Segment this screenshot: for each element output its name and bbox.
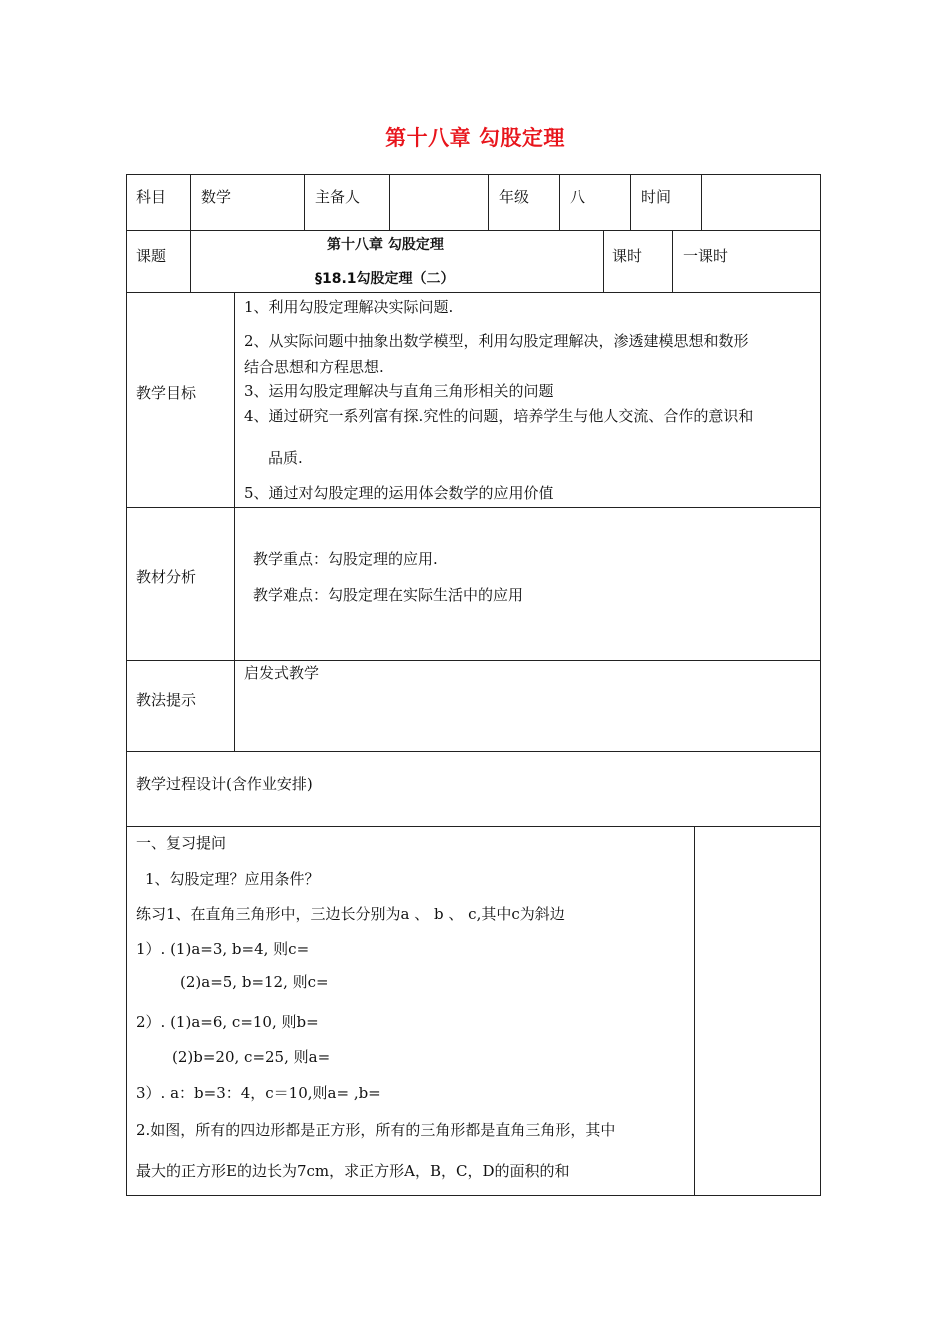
objective-item: 4、通过研究一系列富有探.究性的问题，培养学生与他人交流、合作的意识和 — [244, 407, 754, 425]
grade-value: 八 — [570, 188, 586, 206]
subject-value: 数学 — [201, 188, 232, 206]
review-line: 2.如图，所有的四边形都是正方形，所有的三角形都是直角三角形，其中 — [136, 1121, 616, 1139]
col-divider — [630, 174, 631, 231]
hours-value: 一课时 — [683, 247, 729, 265]
review-line: 1、勾股定理？应用条件？ — [145, 870, 320, 888]
topic-line-1: 第十八章 勾股定理 — [327, 237, 444, 253]
row-divider — [126, 660, 821, 661]
review-line: 一、复习提问 — [136, 834, 227, 852]
topic-label: 课题 — [136, 247, 167, 265]
method-label: 教法提示 — [136, 691, 197, 709]
objective-item: 结合思想和方程思想. — [244, 358, 384, 376]
row-divider — [126, 826, 821, 827]
review-line: 2）. (1)a=6, c=10, 则b= — [136, 1013, 319, 1031]
col-divider — [559, 174, 560, 231]
table-border — [126, 174, 821, 175]
row-divider — [126, 751, 821, 752]
review-line: 最大的正方形E的边长为7cm，求正方形A，B，C，D的面积的和 — [136, 1162, 570, 1180]
subject-label: 科目 — [136, 188, 167, 206]
col-divider — [234, 292, 235, 752]
method-value: 启发式教学 — [244, 664, 320, 682]
table-border — [126, 1195, 821, 1196]
table-border — [126, 174, 127, 1196]
objective-item: 1、利用勾股定理解决实际问题. — [244, 298, 454, 316]
col-divider — [701, 174, 702, 231]
page-title: 第十八章 勾股定理 — [385, 126, 565, 150]
col-divider — [488, 174, 489, 231]
col-divider — [694, 826, 695, 1196]
objective-item: 品质. — [268, 449, 303, 467]
difficulty: 教学难点：勾股定理在实际生活中的应用 — [253, 586, 524, 604]
key-point: 教学重点：勾股定理的应用. — [253, 550, 438, 568]
preparer-label: 主备人 — [315, 188, 361, 206]
col-divider — [190, 230, 191, 293]
grade-label: 年级 — [499, 188, 530, 206]
objective-item: 5、通过对勾股定理的运用体会数学的应用价值 — [244, 484, 554, 502]
col-divider — [389, 174, 390, 231]
col-divider — [603, 230, 604, 293]
table-border — [820, 174, 821, 1196]
hours-label: 课时 — [612, 247, 643, 265]
objective-item: 3、运用勾股定理解决与直角三角形相关的问题 — [244, 382, 554, 400]
row-divider — [126, 292, 821, 293]
col-divider — [304, 174, 305, 231]
review-line: (2)a=5, b=12, 则c= — [180, 973, 329, 991]
row-divider — [126, 230, 821, 231]
row-divider — [126, 507, 821, 508]
time-label: 时间 — [641, 188, 672, 206]
analysis-label: 教材分析 — [136, 568, 197, 586]
objectives-label: 教学目标 — [136, 384, 197, 402]
review-line: 1）. (1)a=3, b=4, 则c= — [136, 940, 310, 958]
process-label: 教学过程设计(含作业安排) — [136, 775, 313, 793]
col-divider — [190, 174, 191, 231]
topic-line-2: §18.1勾股定理（二） — [315, 271, 455, 287]
objective-item: 2、从实际问题中抽象出数学模型，利用勾股定理解决，渗透建模思想和数形 — [244, 332, 749, 350]
review-line: (2)b=20, c=25, 则a= — [172, 1048, 331, 1066]
review-line: 3）. a：b=3：4，c＝10,则a= ,b= — [136, 1084, 381, 1102]
review-line: 练习1、在直角三角形中，三边长分别为a 、 b 、 c,其中c为斜边 — [136, 905, 565, 923]
col-divider — [672, 230, 673, 293]
